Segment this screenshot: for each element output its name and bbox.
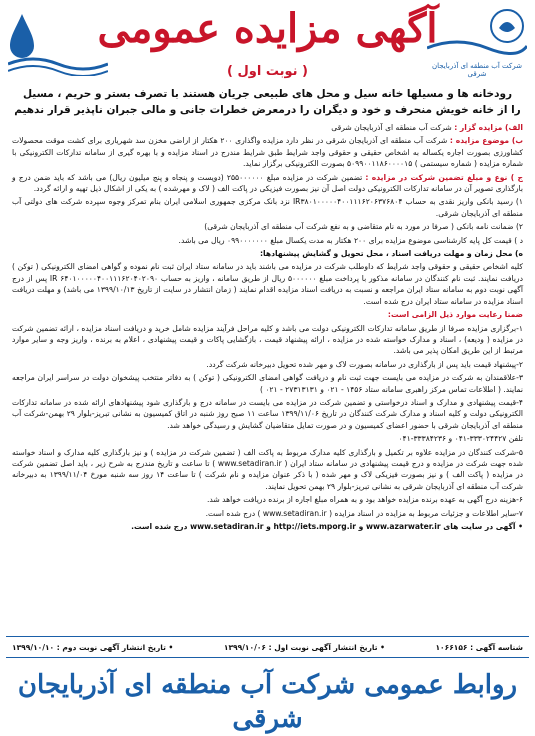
contact-phone: تلفن ۳۳۳۰۲۴۴۲۷-۰۴۱ و ۳۳۳۸۴۲۳۶-۰۴۱ xyxy=(398,434,523,444)
public-relations-title: روابط عمومی شرکت آب منطقه ای آذربایجان شرقی xyxy=(17,670,518,734)
section-a-text: شرکت آب منطقه ای آذربایجان شرقی xyxy=(331,123,452,132)
note-6: ۶-هزینه درج آگهی به عهده برنده مزایده خواهد بود و به همراه مبلغ اجاره از برنده دریافت خواهد شد. xyxy=(206,495,523,505)
section-c-1: ۱) رسید بانکی واریز نقدی به حساب IR۳۸۰۱۰۰۰۰۰۴۰۰۱۱۱۶۲۰۶۳۷۶۸۰۴ نزد بانک مرکزی جمهوری اسلامی ایران بنام تمرکز وجوه سپرده شرکت های دولتی آب منطقه ای آذربایجان شرقی. xyxy=(12,197,523,218)
note-3: ۳-علاقمندان به شرکت در مزایده می بایست جهت ثبت نام و دریافت گواهی امضای الکترونیکی ( توکن ) به دفاتر منتخب پیشخوان دولت در سراسر ایران مراجعه نمایند. ( اطلاعات تماس مرکز راهبری سامانه ستاد ۱۴۵۶ - ۰۲۱ و ۲۷۳۱۳۱۳۱ - ۰۲۱ ) xyxy=(12,373,523,394)
note-5: ۵-شرکت کنندگان در مزایده علاوه بر تکمیل و بارگذاری کلیه مدارک مربوط به پاکت الف ( تضمین شرکت در مزایده ) و نیز بارگذاری کلیه مدارک و اسناد خواسته شده جهت شرکت در مزایده و درج قیمت پیشنهادی در سامانه ستاد ایران ( www.setadiran.ir ) تا ساعت و تاریخ مندرج به شرح زیر ، باید اصل تضمین شرکت در مزایده ( پاکت الف ) و نیز بصورت فیزیکی لاک و مهر شده ( با ذکر عنوان مزایده و نام شرکت ) تا ساعت ۱۴ روز سه شنبه مورخ ۱۳۹۹/۱۱/۰۴ به دبیرخانه شرکت آب منطقه ای آذربایجان شرقی به نشانی تبریز-بلوار ۲۹ بهمن تحویل نمایند. xyxy=(12,447,523,491)
flood-warning xyxy=(10,86,525,118)
section-d: د ) قیمت کل پایه کارشناسی موضوع مزایده برای ۲۰۰ هکتار به مدت یکسال مبلغ ۰۹۹۰۰۰۰۰۰۰ ریال می باشد. xyxy=(178,235,523,245)
note-7: ۷-سایر اطلاعات و جزئیات مربوط به مزایده در اسناد مزایده ( www.setadiran.ir ) درج شده است. xyxy=(205,508,523,518)
warning-line-1: رودخانه ها و مسیلها خانه سیل و محل های طبیعی جریان هستند با تصرف بستر و حریم ، مسیل xyxy=(22,88,513,100)
section-a-label: الف) مزایده گزار : xyxy=(454,123,523,132)
note-4: ۴-قیمت پیشنهادی و مدارک و اسناد درخواستی و تضمین شرکت در مزایده می بایست در سامانه درج و بارگذاری شود پیشنهادهای ارائه شده در سامانه تدارکات الکترونیکی دولت و کلیه اسناد و مدارک شرکت کنندگان در تاریخ ۱۳۹۹/۱۱/۰۶ ساعت ۱۱ صبح روز شنبه در اتاق کمیسیون به نشانی تبریز-بلوار ۲۹ بهمن-شرکت آب منطقه ای آذربایجان شرقی با حضور اعضای کمیسیون و در صورت تمایل متقاضیان گشایش و رسیدگی خواهد شد. xyxy=(12,397,523,430)
websites-note: • آگهی در سایت های www.azarwater.ir و http://iets.mporg.ir و www.setadiran.ir درج شده است. xyxy=(131,522,523,531)
ad-subtitle: ( نوبت اول ) xyxy=(227,64,308,79)
ad-body xyxy=(6,122,529,630)
note-2: ۲-پیشنهاد قیمت باید پس از بارگذاری در سامانه بصورت لاک و مهر شده تحویل دبیرخانه شرکت گردد. xyxy=(206,359,523,369)
org-emblem-icon xyxy=(427,6,527,56)
ad-title: آگهی مزایده عمومی xyxy=(97,5,438,52)
section-a xyxy=(12,122,523,133)
ad-number: شناسه آگهی : ۱۰۶۶۱۵۶ xyxy=(435,642,523,652)
org-logo xyxy=(427,6,527,76)
section-c-2: ۲) ضمانت نامه بانکی ( صرفا در مورد به نام متقاضی و به نفع شرکت آب منطقه ای آذربایجان شرقی) xyxy=(204,222,523,232)
section-b-label: ب) موضوع مزایده : xyxy=(449,136,523,146)
ad-header xyxy=(6,4,529,86)
section-h-body: کلیه اشخاص حقیقی و حقوقی واجد شرایط که داوطلب شرکت در مزایده می باشند باید در سامانه ستاد ایران ثبت نام نموده و گواهی امضای الکترونیکی ( توکن ) دریافت نمایند. ثبت نام کنندگان در سامانه مذکور با پرداخت مبلغ ۵۰۰۰۰۰۰ ریال از طریق سامانه ، واریز به حساب IR ۶۴۰۱۰۰۰۰۰۴۰۰۱۱۱۶۲۰۴۰۲۰۹۰ پس از درج آگهی نوبت دوم به سامانه ستاد ایران مراجعه و نسبت به دریافت اسناد مزایده اقدام نمایند ( زمان انتشار در سایت از تاریخ ۱۳۹۹/۱۰/۱۳ می باشد) و مهلت دریافت اسناد مزایده در سامانه ستاد ایران درج شده است. xyxy=(12,262,523,306)
section-c xyxy=(12,172,523,195)
second-publication-date: • تاریخ انتشار آگهی نوبت دوم : ۱۳۹۹/۱۰/۱۰ xyxy=(12,642,174,652)
section-c-label: ج ) نوع و مبلغ تضمین شرکت در مزایده : xyxy=(365,172,523,182)
section-b-text: شرکت آب منطقه ای آذربایجان شرقی در نظر دارد مزایده واگذاری ۲۰۰ هکتار از اراضی مخزن سد شهریاری برای کشت موقت محصولات کشاورزی بصورت اجاره یکساله به اشخاص حقیقی و حقوقی واجد شرایط طبق شرایط مندرج در اسناد مزایده و با بهره گیری از سامانه تدارکات الکترونیکی با شماره مزایده ( شماره سیستمی ) ۵۰۹۹۰۰۱۱۸۶۰۰۰۰۱۵ بصورت الکترونیکی برگزار نماید. xyxy=(12,136,523,169)
warning-line-2: را از خانه خویش منحرف و خود و دیگران را درمعرض خطرات جانی و مالی جبران ناپذیر قرار ندهیم xyxy=(14,104,521,116)
notes-label: ضمنا رعایت موارد ذیل الزامی است: xyxy=(387,310,523,320)
note-1: ۱-برگزاری مزایده صرفا از طریق سامانه تدارکات الکترونیکی دولت می باشد و کلیه مراحل فرآیند مزایده شامل خرید و دریافت اسناد مزایده ، ارائه تضمین شرکت در مزایده ( ودیعه) ، اسناد و مدارک خواسته شده در مزایده ، ارائه پیشنهاد قیمت ، بازگشایی پاکات و قیمت پیشنهادی ، اعلام به برنده ، واریز وجه و سایر موارد مرتبط از این طریق امکان پذیر می باشد. xyxy=(12,323,523,356)
publication-info xyxy=(6,636,529,658)
org-logo-text: شرکت آب منطقه ای آذربایجان شرقی xyxy=(432,62,522,78)
section-h: ه) محل زمان و مهلت دریافت اسناد ، محل تحویل و گشایش پیشنهادها: xyxy=(259,249,523,259)
section-b xyxy=(12,135,523,169)
first-publication-date: • تاریخ انتشار آگهی نوبت اول : ۱۳۹۹/۱۰/۰۶ xyxy=(223,642,385,652)
section-c-text: تضمین شرکت در مزایده مبلغ ۲۵۵۰۰۰۰۰۰ (دویست و پنجاه و پنج میلیون ریال) می باشد که باید ضمن درج و بارگذاری تصویر آن در سامانه تدارکات الکترونیکی دولت اصل آن نیز بصورت فیزیکی در پاکت الف ( لاک و مهرشده ) به یکی از اشکال ذیل تهیه و ارائه گردد. xyxy=(12,172,523,194)
